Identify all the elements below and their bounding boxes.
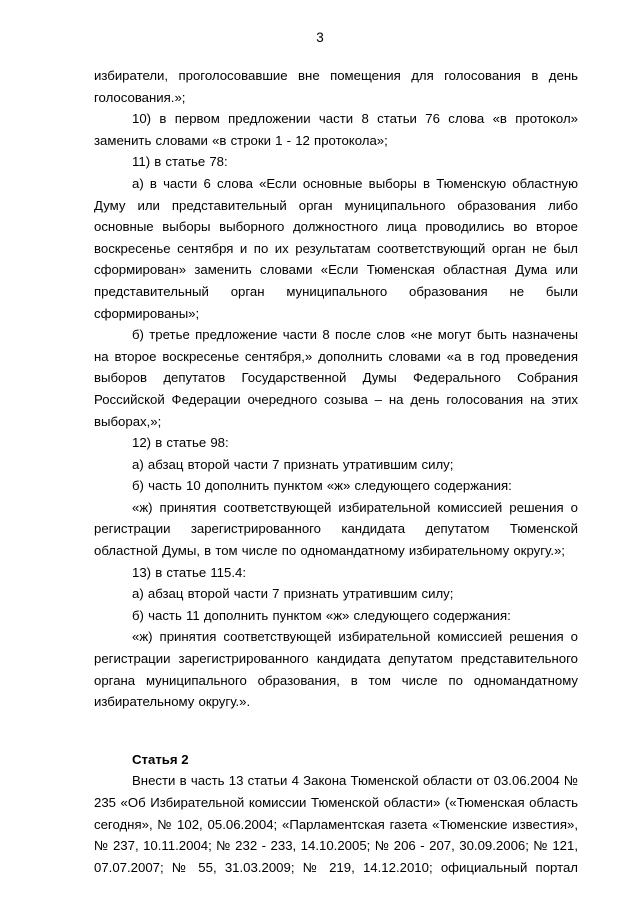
article-text: Внести в часть 13 статьи 4 Закона Тюменской области от 03.06.2004 № 235 «Об Избирательной комиссии Тюменской области» («Тюменская область сегодня», № 102, 05.06.2004; «Парламентская газета «Тюменские известия», № 237, 10.11.2004; № 232 - 233, 14.10.2005; № 206 - 207, 30.09.2006; № 121, 07.07.2007; № 55, 31.03.2009; № 219, 14.12.2010; официальный портал — [94, 773, 578, 875]
paragraph-item-12: 12) в статье 98: — [132, 435, 229, 451]
page-number: 3 — [316, 30, 324, 45]
paragraph-item-11b: б) третье предложение части 8 после слов «не могут быть назначены на второе воскресенье сентября,» дополнить словами «а в год проведения выборов депутатов Государственной Думы Федерального Собрания Российской Федерации очередного созыва – на день голосования на этих выборах,»; — [94, 327, 578, 429]
paragraph-item-13b: б) часть 11 дополнить пунктом «ж» следующего содержания: — [132, 607, 511, 623]
paragraph-item-13: 13) в статье 115.4: — [132, 564, 247, 580]
paragraph-item-13a: а) абзац второй части 7 признать утратившим силу; — [132, 586, 454, 602]
article-heading: Статья 2 — [132, 751, 189, 767]
paragraph-item-11: 11) в статье 78: — [132, 154, 228, 170]
paragraph-continuation: избиратели, проголосовавшие вне помещения для голосования в день голосования.»; — [94, 68, 578, 105]
paragraph-item-13b-text: «ж) принятия соответствующей избирательной комиссией решения о регистрации зарегистрированного кандидата депутатом представительного органа муниципального образования, в том числе по одномандатному избирательному округу.». — [94, 629, 578, 710]
document-body — [94, 65, 578, 878]
paragraph-item-12b: б) часть 10 дополнить пунктом «ж» следующего содержания: — [132, 478, 512, 494]
paragraph-item-12b-text: «ж) принятия соответствующей избирательной комиссией решения о регистрации зарегистрированного кандидата депутатом Тюменской областной Думы, в том числе по одномандатному избирательному округу.»; — [94, 499, 578, 559]
paragraph-item-12a: а) абзац второй части 7 признать утратившим силу; — [132, 456, 454, 472]
paragraph-item-10: 10) в первом предложении части 8 статьи 76 слова «в протокол» заменить словами «в строки 1 - 12 протокола»; — [94, 111, 578, 148]
paragraph-item-11a: а) в части 6 слова «Если основные выборы в Тюменскую областную Думу или представительный орган муниципального образования либо основные выборы выборного должностного лица проводились во второе воскресенье сентября и по их результатам соответствующий орган не был сформирован» заменить словами «Если Тюменская областная Дума или представительный орган муниципального образования не были сформированы»; — [94, 175, 578, 321]
